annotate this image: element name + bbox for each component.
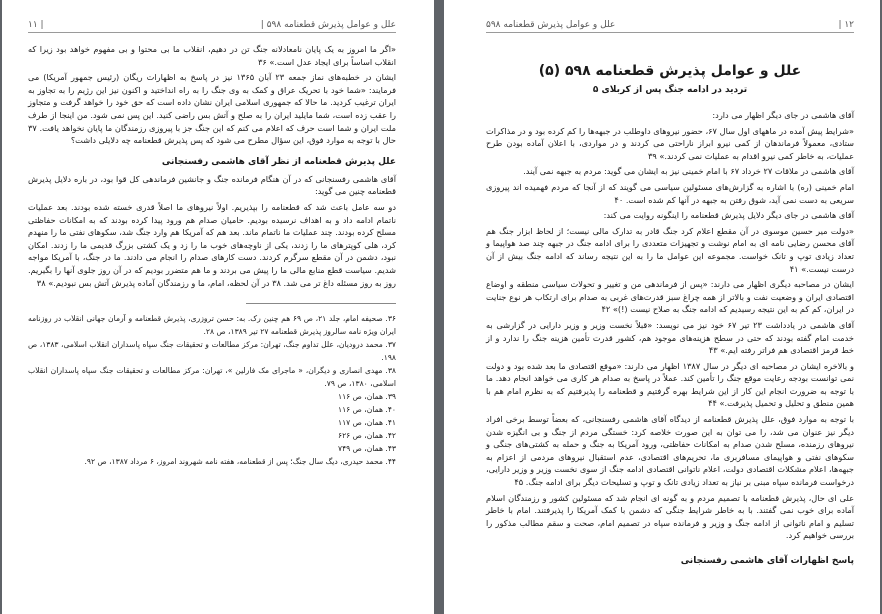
running-head-title: علل و عوامل پذیرش قطعنامه ۵۹۸ | [260,20,396,30]
running-head-title: علل و عوامل پذیرش قطعنامه ۵۹۸ [486,20,616,30]
chapter-subtitle: تردید در ادامه جنگ پس از کربلای ۵ [592,85,748,95]
footnote: ۴۳. همان، ص ۷۴۹ [338,444,396,454]
body-text [28,43,396,147]
paragraph: دو سه عامل باعث شد که قطعنامه را بپذیریم. اولاً نیروهای ما اصلاً قدری خسته شده بودند. بعد عملیات ناتمام ادامه داد و به اهداف نرسیده بودیم. حامیان صدام هم ورود پیدا کرده بودند که به امکانات حفاظتی مسلح کرده بودند. چند عملیات ما ناتمام ماند. بعد هم که آمریکا هم وارد جنگ شد، سکوهای نفتی ما را منهدم کرد، هلی کوپترهای ما را زدند، یکی از ناوچه‌های خوب ما را زد و یک کشتی بزرگ قدیمی ما را زدند. امکان نبود، دشمن در آن مقطع سرگرم کردند. دست کارهای صدام را انجام می دادند. ما در جنگ، با آمریکا مواجه شدیم. سیاست قطع منابع مالی ما را پیش می بردند و ما هم متضرر بودیم که در آن روز جلوی آنها را بگیریم. روز به روز مسئله داغ تر می شد. ۳۸ در آن لحظه، امام، ما و رزمندگان آماده پذیرش آتش بس نبودیم.» ۳۸ [28,201,396,288]
paragraph: «شرایط پیش آمده در ماههای اول سال ۶۷، حضور نیروهای داوطلب در جبهه‌ها را کم کرده بود و در مذاکرات ستادی، معمولاً فرماندهان از کمی نیرو ابراز ناراحتی می کردند و در مواردی، با اعلان آماده بودن طرح عملیات، به خاطر کمی نیرو اقدام به عملیات نمی کردند.» ۳۹ [486,125,854,161]
paragraph: ایشان در خطبه‌های نماز جمعه ۲۳ آبان ۱۳۶۵ نیز در پاسخ به اظهارات ریگان (رئیس جمهور آمریکا) می فرمایند: «شما خود با تحریک عراق و کمک به وی جنگ را به راه انداختید و اکنون نیز این رژیم را به تجاوز به ایران ترغیب کردید. ما حالا که جمهوری اسلامی ایران نشان داده است که حق خود را خواهد گرفت و متجاوز را عقب زده است، شما مایلید ایران را به صلح و آتش بس راضی کنید. این پس نمی شود. من اینجا از طرف ملت ایران و شما است حرف که اعلام می کنم که این جنگ جز با پیروزی رزمندگان ما پایان نخواهد یافت. ۳۷ حال با توجه به موارد فوق، این سؤال مطرح می شود که پس پذیرش قطعنامه چه دلایلی داشت؟ [28,72,396,146]
paragraph: آقای هاشمی در یادداشت ۲۳ تیر ۶۷ خود نیز می نویسد: «قبلاً نخست وزیر و وزیر دارایی در گزارشی به خدمت امام گفته بودند که حتی در سطح هزینه‌های موجود هم، کشور قدرت تأمین هزینه جنگ را ندارد و از خط قرمز اقتصادی هم فراتر رفته ایم.» ۴۳ [486,319,854,356]
footnotes [28,312,396,468]
footnote: ۴۴. محمد حیدری، دیگ سال جنگ؛ پس از قطعنامه، هفته نامه شهروند امروز، ۶ مرداد ۱۳۸۷، ص ۹۲. [84,457,396,467]
section-heading: علل پذیرش قطعنامه از نظر آقای هاشمی رفسنجانی [161,156,396,167]
footnote: ۳۷. محمد درودیان، علل تداوم جنگ، تهران: مرکز مطالعات و تحقیقات جنگ سپاه پاسداران انقلاب اسلامی، ۱۳۸۳، ص ۱۹۸. [28,340,396,363]
paragraph: آقای هاشمی رفسنجانی که در آن هنگام فرمانده جنگ و جانشین فرماندهی کل قوا بود، در باره دلایل پذیرش قطعنامه چنین می گوید: [28,173,396,197]
page-number: | ۱۲ [838,20,854,30]
footnote: ۴۰. همان، ص ۱۱۶ [338,405,396,415]
paragraph: آقای هاشمی در جای دیگر اظهار می دارد: [712,110,854,120]
paragraph: «اگر ما امروز به یک پایان نامعادلانه جنگ تن در دهیم، انقلاب ما بی محتوا و بی مفهوم خواهد بود زیرا که انقلاب اساساً برای ایجاد عدل است.» ۳۶ [28,44,396,67]
footnote: ۴۱. همان، ص ۱۱۷ [338,418,396,428]
section-body [28,173,396,289]
left-page [2,0,434,614]
paragraph: «دولت میر حسین موسوی در آن مقطع اعلام کرد جنگ قادر به تدارک مالی نیست؛ از لحاظ ابزار جنگ هم آقای محسن رضایی نامه ای به امام نوشت و تجهیزات متعددی را برای ادامه جنگ در جبهه چند صد هواپیما و تعداد زیادی توپ و تانک خواست. مجموعه این عوامل ما را به این نتیجه رساند که ادامه جنگ بیش از آن درست نیست.» ۴۱ [486,225,854,274]
right-page [444,0,880,614]
running-head [486,16,854,33]
footnote: ۳۶. صحیفه امام، جلد ۲۱، ص ۶۹ هم چنین رک. به: حسن تروزری، پذیرش قطعنامه و آرمان جهانی انقلاب در روزنامه ایران ویژه نامه سالروز پذیرش قطعنامه ۲۷ تیر ۱۳۸۹، ص ۲۸. [28,314,396,337]
paragraph: و بالاخره ایشان در مصاحبه ای دیگر در سال ۱۳۸۷ اظهار می دارند: «موقع اقتصادی ما بعد شده بود و دولت نمی توانست بودجه رعایت موقع جنگ را تأمین کند. عملاً در پاسخ به صدام هر کاری می خواهد انجام دهد. ما با توجه به ضرورت انجام این کار از این شرایط بهره گرفتیم و قطعنامه را پذیرفتیم که به نظرم امام هم با همین منطق و تحلیل و تحمیل پذیرفت.» ۴۴ [486,360,854,409]
paragraph: آقای هاشمی در جای دیگر دلایل پذیرش قطعنامه را اینگونه روایت می کند: [603,210,854,221]
footnote: ۳۹. همان، ص ۱۱۶ [338,392,396,402]
paragraph: امام خمینی (ره) با اشاره به گزارش‌های مسئولین سیاسی می گویند که از آنجا که مردم فهمیده اند پیروزی سریعی به دست نمی آید، شوق رفتن به جبهه در آنها کم شده است. ۴۰ [486,181,854,205]
footnote: ۴۲. همان، ص ۶۲۶ [338,431,396,441]
chapter-title: علل و عوامل پذیرش قطعنامه ۵۹۸ (۵) [538,63,802,79]
paragraph: آقای هاشمی در ملاقات ۲۷ خرداد ۶۷ با امام خمینی نیز به ایشان می گوید: مردم به جبهه نمی آیند. [523,166,854,177]
paragraph: با توجه به موارد فوق، علل پذیرش قطعنامه از دیدگاه آقای هاشمی رفسنجانی، که بعضاً توسط برخی افراد دیگر نیز عنوان می شد، را می توان به این صورت خلاصه کرد: خستگی مردم از جنگ و بی انگیزه شدن نیروهای رزمنده، مسلح شدن صدام به امکانات حفاظتی، ورود آمریکا به جنگ و حمله به کشتی‌های جنگی و سکوهای نفتی و هواپیمای مسافربری ما، تحریم‌های اقتصادی، عدم استقبال نیروهای مردمی از اعزام به جبهه‌ها، اعلام مشکلات اقتصادی دولت، اعلام ناتوانی اقتصادی ادامه جنگ از سوی نخست وزیر و وزیر دارایی، درخواست فرمانده سپاه مبنی بر نیاز به تعداد زیادی تانک و توپ و تسلیحات دیگر برای ادامه جنگ. ۴۵ [486,414,854,488]
footnote-divider [246,303,396,304]
running-head [28,16,396,33]
footnote: ۳۸. مهدی انصاری و دیگران، « ماجرای مک فارلین »، تهران: مرکز مطالعات و تحقیقات جنگ سپاه پاسداران انقلاب اسلامی، ۱۳۸۰، ص ۷۹. [28,366,396,389]
body-text [486,109,854,542]
page-number: ۱۱ | [28,20,44,30]
paragraph: ایشان در مصاحبه دیگری اظهار می دارند: «پس از فرماندهی من و تغییر و تحولات سیاسی منطقه و اوضاع اقتصادی ایران و وضعیت نفت و بالاتر از همه چراغ سبز قدرت‌های غربی به صدام برای ارتکاب هر نوع جنایت در ایران، کم کم به این نتیجه رسیدیم که ادامه جنگ به صلاح نیست (!)» ۴۲ [486,279,854,315]
paragraph: علی ای حال، پذیرش قطعنامه با تصمیم مردم و به گونه ای انجام شد که مسئولین کشور و رزمندگان اسلام آماده برای خوب نمی گفتند. با به خاطر شرایط جنگی که دشمن با کمک آمریکا را پذیرفتند. امام با خاطر تسلیم و امام ناتوانی از ادامه جنگ و وزیر و فرمانده سپاه در تصمیم امام، صحت و سقم مطالب مذکور را بررسی خواهیم کرد. [486,492,854,541]
section-heading: پاسخ اظهارات آقای هاشمی رفسنجانی [680,556,854,566]
